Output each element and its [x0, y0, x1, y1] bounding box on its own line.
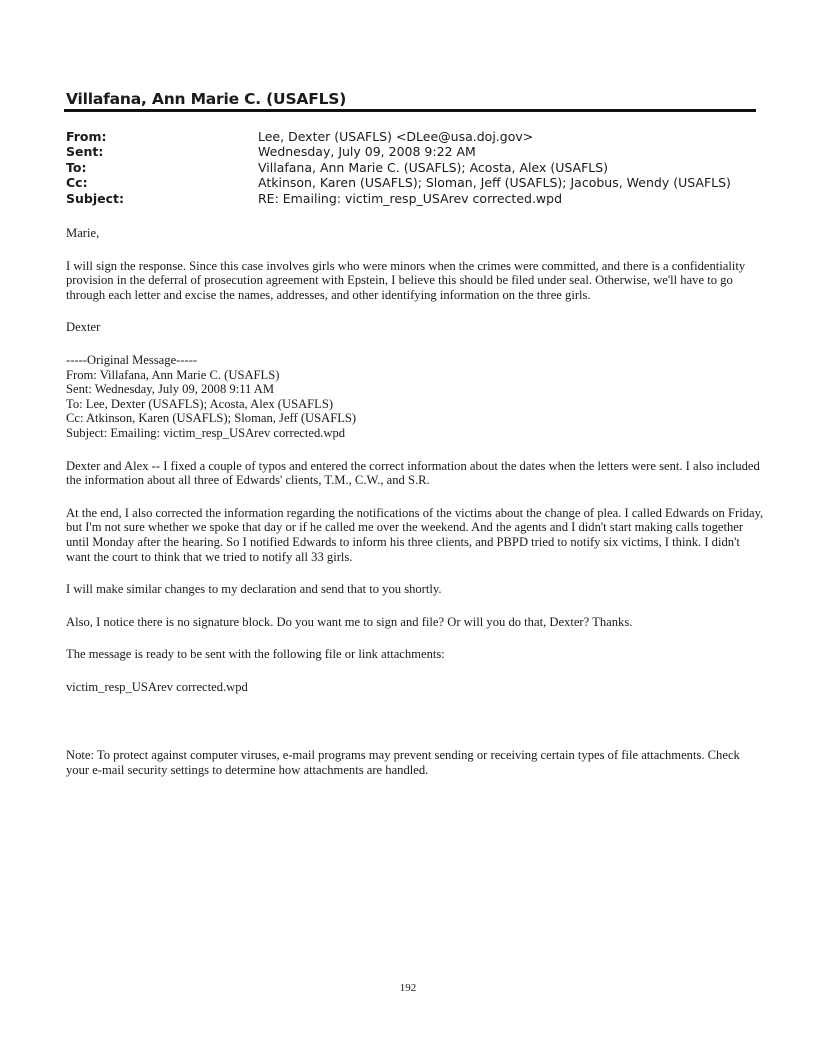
sender-title: Villafana, Ann Marie C. (USAFLS) [66, 90, 347, 108]
title-divider [64, 109, 756, 112]
subject-value: RE: Emailing: victim_resp_USArev corrected.wpd [258, 190, 563, 206]
sent-label: Sent: [66, 144, 104, 160]
original-message-header [66, 353, 766, 441]
body-paragraph-3: At the end, I also corrected the information regarding the notifications of the victims about the change of plea. I called Edwards on Friday, but I'm not sure whether we spoke that day or if he called me over the weekend. And the agents and I didn't start making calls together until Monday after the hearing. So I notified Edwards to inform his three clients, and PBPD tried to notify six victims, I think. I didn't want the court to think that we tried to notify all 33 girls. [66, 505, 764, 564]
header-from-row [66, 129, 766, 144]
body-paragraph-1: I will sign the response. Since this case involves girls who were minors when the crimes were committed, and there is a confidentiality provision in the deferral of prosecution agreement with Epstein, I believe this should be filed under seal. Otherwise, we'll have to go through each letter and excise the names, addresses, and other identifying information on the three girls. [66, 258, 746, 302]
original-message-separator: -----Original Message----- [66, 352, 198, 367]
to-value: Villafana, Ann Marie C. (USAFLS); Acosta, Alex (USAFLS) [258, 159, 609, 175]
sent-value: Wednesday, July 09, 2008 9:22 AM [258, 144, 476, 160]
body-paragraph-6: The message is ready to be sent with the following file or link attachments: [66, 647, 445, 662]
body-paragraph-5: Also, I notice there is no signature block. Do you want me to sign and file? Or will you do that, Dexter? Thanks. [66, 614, 633, 629]
original-subject-line: Subject: Emailing: victim_resp_USArev corrected.wpd [66, 425, 346, 440]
signoff: Dexter [66, 320, 101, 335]
subject-label: Subject: [66, 190, 124, 206]
original-sent-line: Sent: Wednesday, July 09, 2008 9:11 AM [66, 382, 275, 397]
body-paragraph-2: Dexter and Alex -- I fixed a couple of typos and entered the correct information about the dates when the letters were sent. I also included the information about all three of Edwards' clients, T.M., C.W., and S.R. [66, 458, 760, 488]
original-to-line: To: Lee, Dexter (USAFLS); Acosta, Alex (USAFLS) [66, 396, 334, 411]
original-cc-line: Cc: Atkinson, Karen (USAFLS); Sloman, Jeff (USAFLS) [66, 411, 357, 426]
header-sent-row [66, 144, 766, 159]
cc-label: Cc: [66, 175, 88, 191]
cc-value: Atkinson, Karen (USAFLS); Sloman, Jeff (USAFLS); Jacobus, Wendy (USAFLS) [258, 175, 731, 191]
from-value: Lee, Dexter (USAFLS) <DLee@usa.doj.gov> [258, 129, 534, 144]
attachment-filename: victim_resp_USArev corrected.wpd [66, 679, 248, 694]
header-to-row [66, 160, 766, 175]
page-number: 192 [399, 982, 417, 994]
from-label: From: [66, 129, 107, 144]
attachment-note: Note: To protect against computer viruses, e-mail programs may prevent sending or receiving certain types of file attachments. Check your e-mail security settings to determine how attachments are handled. [66, 748, 740, 778]
email-header [66, 129, 766, 206]
header-cc-row [66, 175, 766, 190]
email-body [66, 226, 766, 778]
body-paragraph-4: I will make similar changes to my declaration and send that to you shortly. [66, 582, 442, 597]
original-from-line: From: Villafana, Ann Marie C. (USAFLS) [66, 367, 280, 382]
greeting: Marie, [66, 226, 100, 240]
to-label: To: [66, 159, 87, 175]
header-subject-row [66, 191, 766, 206]
